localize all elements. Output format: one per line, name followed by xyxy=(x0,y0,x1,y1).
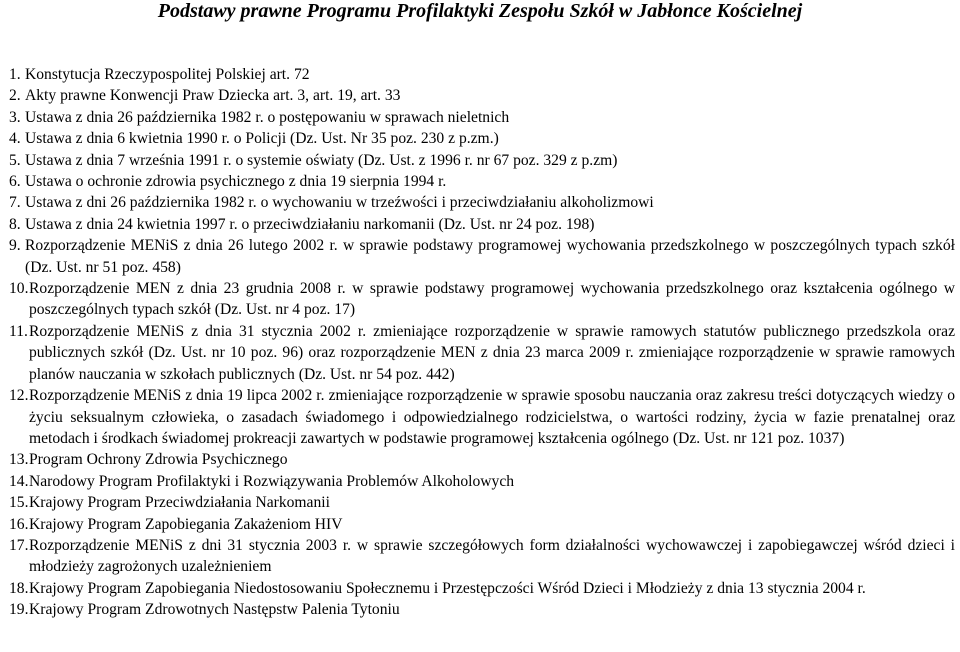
list-item xyxy=(9,578,955,599)
item-text: Rozporządzenie MENiS z dni 31 stycznia 2003 r. w sprawie szczegółowych form działalności wychowawczej i zapobiegawczej wśród dzieci i młodzieży zagrożonych uzależnieniem xyxy=(29,536,955,576)
item-number: 11. xyxy=(9,322,28,340)
item-text: Ustawa z dnia 26 października 1982 r. o postępowaniu w sprawach nieletnich xyxy=(25,108,510,126)
item-number: 2. xyxy=(9,87,21,105)
list-item xyxy=(9,449,955,470)
item-text: Krajowy Program Zapobiegania Zakażeniom HIV xyxy=(29,515,343,533)
item-text: Krajowy Program Zapobiegania Niedostosowaniu Społecznemu i Przestępczości Wśród Dzieci i Młodzieży z dnia 13 stycznia 2004 r. xyxy=(29,579,866,597)
list-item xyxy=(9,514,955,535)
list-item xyxy=(9,214,955,235)
list-item xyxy=(9,278,955,321)
item-text: Krajowy Program Przeciwdziałania Narkomanii xyxy=(29,494,330,512)
item-number: 16. xyxy=(9,515,29,533)
item-text: Rozporządzenie MENiS z dnia 31 stycznia 2002 r. zmieniające rozporządzenie w sprawie ramowych statutów publicznego przedszkola oraz publicznych szkół (Dz. Ust. nr 10 poz. 96) oraz rozporządzenie MEN z dnia 23 marca 2009 r. zmieniające rozporządzenie w sprawie ramowych planów nauczania w szkołach publicznych (Dz. Ust. nr 54 poz. 442) xyxy=(29,322,955,383)
list-item xyxy=(9,107,955,128)
item-text: Ustawa o ochronie zdrowia psychicznego z dnia 19 sierpnia 1994 r. xyxy=(25,173,447,191)
list-item xyxy=(9,385,955,449)
item-number: 8. xyxy=(9,215,21,233)
list-item xyxy=(9,128,955,149)
item-text: Rozporządzenie MENiS z dnia 19 lipca 2002 r. zmieniające rozporządzenie w sprawie sposobu nauczania oraz zakresu treści dotyczących wiedzy o życiu seksualnym człowieka, o zasadach świadomego i odpowiedzialnego rodzicielstwa, o wartości rodziny, życia w fazie prenatalnej oraz metodach i środkach świadomej prokreacji zawartych w podstawie programowej kształcenia ogólnego (Dz. Ust. nr 121 poz. 1037) xyxy=(29,387,955,447)
item-number: 18. xyxy=(9,579,29,597)
item-number: 9. xyxy=(9,237,21,255)
document-title: Podstawy prawne Programu Profilaktyki Zespołu Szkół w Jabłonce Kościelnej xyxy=(157,0,803,22)
item-text: Ustawa z dnia 6 kwietnia 1990 r. o Policji (Dz. Ust. Nr 35 poz. 230 z p.zm.) xyxy=(25,130,499,148)
item-number: 12. xyxy=(9,387,29,405)
list-item xyxy=(9,64,955,85)
item-number: 4. xyxy=(9,130,21,148)
item-text: Rozporządzenie MENiS z dnia 26 lutego 2002 r. w sprawie podstawy programowej wychowania przedszkolnego w poszczególnych typach szkół (Dz. Ust. nr 51 poz. 458) xyxy=(25,237,955,276)
list-item xyxy=(9,192,955,213)
item-text: Ustawa z dnia 7 września 1991 r. o systemie oświaty (Dz. Ust. z 1996 r. nr 67 poz. 329 z p.zm) xyxy=(25,151,618,169)
item-text: Konstytucja Rzeczypospolitej Polskiej art. 72 xyxy=(25,66,310,83)
item-text: Narodowy Program Profilaktyki i Rozwiązywania Problemów Alkoholowych xyxy=(29,472,515,490)
list-item xyxy=(9,492,955,513)
item-number: 14. xyxy=(9,472,29,490)
item-number: 7. xyxy=(9,194,21,212)
item-text: Ustawa z dnia 24 kwietnia 1997 r. o przeciwdziałaniu narkomanii (Dz. Ust. nr 24 poz. 198) xyxy=(25,215,595,233)
item-number: 10. xyxy=(9,280,29,298)
list-item xyxy=(9,235,955,278)
list-item xyxy=(9,171,955,192)
item-number: 5. xyxy=(9,151,21,169)
item-text: Ustawa z dni 26 października 1982 r. o wychowaniu w trzeźwości i przeciwdziałaniu alkoholizmowi xyxy=(25,194,654,212)
list-item xyxy=(9,321,955,385)
list-item xyxy=(9,471,955,492)
item-number: 6. xyxy=(9,173,21,191)
list-item xyxy=(9,150,955,171)
list-item xyxy=(9,85,955,106)
list-item xyxy=(9,535,955,578)
item-number: 3. xyxy=(9,108,21,126)
item-text: Rozporządzenie MEN z dnia 23 grudnia 2008 r. w sprawie podstawy programowej wychowania przedszkolnego oraz kształcenia ogólnego w poszczególnych typach szkół (Dz. Ust. nr 4 poz. 17) xyxy=(29,280,955,319)
item-text: Akty prawne Konwencji Praw Dziecka art. 3, art. 19, art. 33 xyxy=(25,87,401,105)
item-text: Krajowy Program Zdrowotnych Następstw Palenia Tytoniu xyxy=(29,601,400,619)
item-number: 17. xyxy=(9,536,29,554)
item-number: 1. xyxy=(9,66,21,83)
legal-basis-list xyxy=(9,64,955,621)
item-number: 15. xyxy=(9,494,29,512)
list-item xyxy=(9,599,955,620)
item-number: 19. xyxy=(9,601,29,619)
item-number: 13. xyxy=(9,451,29,469)
item-text: Program Ochrony Zdrowia Psychicznego xyxy=(29,451,288,469)
